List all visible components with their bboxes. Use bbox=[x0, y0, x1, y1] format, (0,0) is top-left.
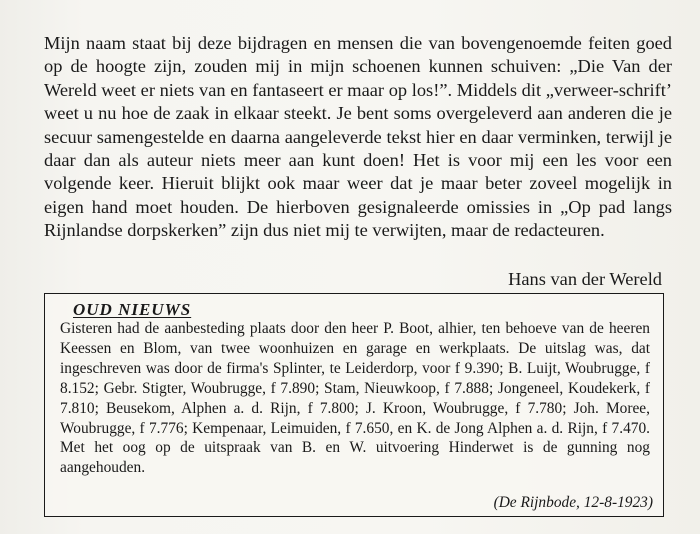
old-news-box bbox=[44, 293, 664, 517]
old-news-source: (De Rijnbode, 12-8-1923) bbox=[493, 494, 653, 511]
article-text bbox=[44, 32, 672, 243]
old-news-body bbox=[60, 319, 650, 478]
old-news-paragraph: Gisteren had de aanbesteding plaats door den heer P. Boot, alhier, ten behoeve van de heeren Keessen en Blom, van twee woonhuizen en garage en werkplaats. De uitslag was, dat ingeschreven was door de firma's Splinter, te Leiderdorp, voor f 9.390; B. Luijt, Woubrugge, f 8.152; Gebr. Stigter, Woubrugge, f 7.890; Stam, Nieuwkoop, f 7.888; Jongeneel, Koudekerk, f 7.810; Beusekom, Alphen a. d. Rijn, f 7.800; J. Kroon, Woubrugge, f 7.780; Joh. Moree, Woubrugge, f 7.776; Kempenaar, Leimuiden, f 7.650, en K. de Jong Alphen a. d. Rijn, f 7.470. Met het oog op de uitspraak van B. en W. uitvoering Hinderwet is de gunning nog aangehouden. bbox=[60, 320, 650, 477]
author-signature: Hans van der Wereld bbox=[508, 269, 662, 289]
old-news-title: OUD NIEUWS bbox=[73, 300, 192, 319]
article-paragraph: Mijn naam staat bij deze bijdragen en mensen die van bovengenoemde feiten goed op de hoogte zijn, zouden mij in mijn schoenen kunnen schuiven: „Die Van der Wereld weet er niets van en fantaseert er maar op los!”. Middels dit „verweer-schrift’ weet u nu hoe de zaak in elkaar steekt. Je bent soms overgeleverd aan anderen die je secuur samengestelde en daarna aangeleverde tekst hier en daar verminken, terwijl je daar dan als auteur niets meer aan kunt doen! Het is voor mij een les voor een volgende keer. Hieruit blijkt ook maar weer dat je maar beter zoveel mogelijk in eigen hand moet houden. De hierboven gesignaleerde omissies in „Op pad langs Rijnlandse dorpskerken” zijn dus niet mij te verwijten, maar de redacteuren. bbox=[44, 33, 672, 241]
